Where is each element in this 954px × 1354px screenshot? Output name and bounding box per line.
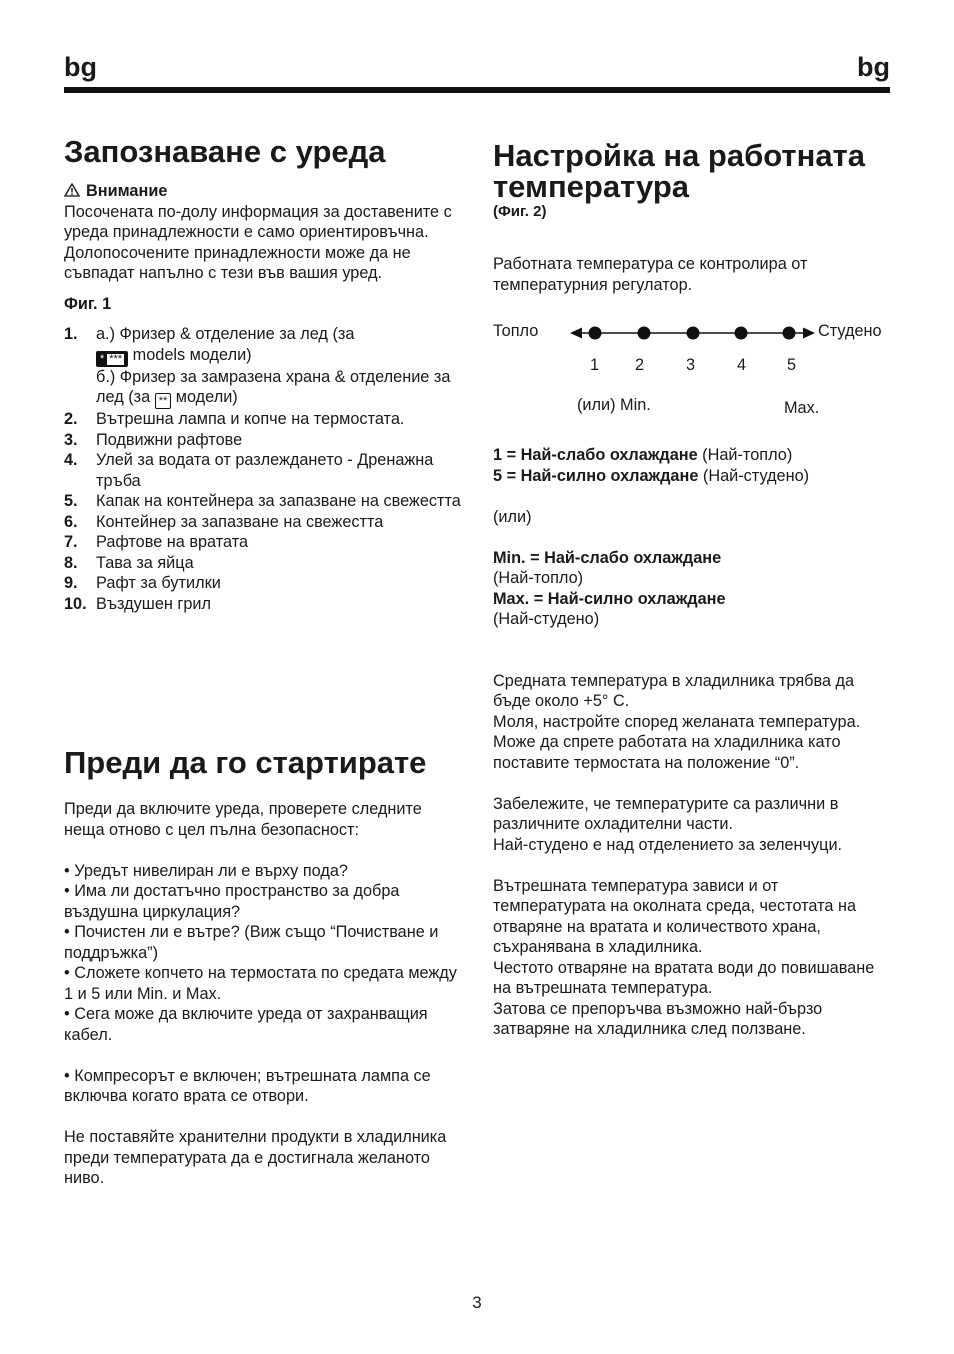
scale-label-max: Max. xyxy=(784,399,820,417)
warning-title: Внимание xyxy=(86,182,168,200)
arrow-right-icon xyxy=(803,328,815,339)
list-item: • Има ли достатъчно пространство за добра въздушна циркулация? xyxy=(64,882,400,921)
list-item: 4. Улей за водата от разлежданeто - Дренажна тръба xyxy=(64,451,434,490)
scale-number-5: 5 xyxy=(787,356,797,374)
thermostat-scale xyxy=(566,322,818,344)
paragraph-adjust: Моля, настройте според желаната температура. xyxy=(493,712,861,731)
scale-dot-4 xyxy=(735,327,748,340)
list-item: 3. Подвижни рафтове xyxy=(64,430,243,449)
scale-dot-5 xyxy=(783,327,796,340)
paragraph-door-opening: Честото отваряне на вратата води до повишаване на вътрешната температура. xyxy=(493,958,875,997)
section-appliance-overview xyxy=(64,136,464,614)
paragraph-average-temperature: Средната температура в хладилника трябва да бъде около +5° C. xyxy=(493,671,855,710)
paragraph-factors: Вътрешната температура зависи и от температурата на околната среда, честотата на отваряне на вратата и количеството храна, съхранявана в хладилника. xyxy=(493,876,857,956)
list-item: • Уредът нивелиран ли е върху пода? xyxy=(64,861,348,880)
temperature-legend xyxy=(493,445,893,1040)
scale-number-1: 1 xyxy=(590,356,600,374)
legend-setting-1: 1 = Най-слабо охлаждане (Най-топло) xyxy=(493,446,793,464)
section-title-before-start: Преди да го стартирате xyxy=(64,745,427,780)
list-item: 2. Вътрешна лампа и копче на термостата. xyxy=(64,410,405,428)
section-title-temperature: Настройка на работната температура xyxy=(493,138,865,204)
warning-triangle-icon xyxy=(64,183,80,197)
arrow-left-icon xyxy=(570,328,582,339)
list-item: 5. Капак на контейнера за запазване на свежестта xyxy=(64,492,461,510)
warning-heading xyxy=(64,181,464,202)
scale-dot-3 xyxy=(687,327,700,340)
language-code-right: bg xyxy=(857,52,890,82)
legend-setting-5: 5 = Най-силно охлаждане (Най-студено) xyxy=(493,466,810,485)
figure-1-label: Фиг. 1 xyxy=(64,294,112,313)
temperature-intro: Работната температура се контролира от температурния регулатор. xyxy=(493,255,808,294)
page-number: 3 xyxy=(472,1293,482,1312)
list-item: 1. а.) Фризер & отделение за лед (за * *** models модели) б.) Фризер за замразена храна & отделение за лед (за ** модели) xyxy=(64,325,451,407)
list-item: 6. Контейнер за запазване на свежестта xyxy=(64,512,384,531)
figure-2-label: (Фиг. 2) xyxy=(493,203,547,220)
legend-or: (или) xyxy=(493,507,532,526)
list-item: 9. Рафт за бутилки xyxy=(64,574,221,592)
paragraph-coldest: Най-студено е над отделението за зеленчуци. xyxy=(493,835,843,854)
legend-min-note: (Най-топло) xyxy=(493,569,584,587)
legend-max: Max. = Най-силно охлаждане xyxy=(493,589,726,608)
header-rule xyxy=(64,87,890,93)
scale-label-min: (или) Min. xyxy=(577,396,651,414)
section-title-appliance: Запознаване с уреда xyxy=(64,134,386,169)
list-item: • Сложете копчето на термостата по средата между 1 и 5 или Min. и Max. xyxy=(64,964,457,1003)
legend-max-note: (Най-студено) xyxy=(493,610,600,628)
scale-number-3: 3 xyxy=(686,356,696,374)
scale-label-warm: Топло xyxy=(493,322,539,340)
list-item: • Компресорът е включен; вътрешната лампа се включва когато врата се отвори. xyxy=(64,1066,431,1105)
checklist xyxy=(64,861,464,1046)
scale-dot-1 xyxy=(589,327,602,340)
section-temperature-setting xyxy=(493,140,893,295)
legend-min: Min. = Най-слабо охлаждане xyxy=(493,548,722,567)
warning-text: Посочената по-долу информация за доставените с уреда принадлежности е само ориентировъчна. Долопосочените принадлежности може да не съвпадат напълно с тези във вашия уред. xyxy=(64,202,452,282)
two-star-icon: ** xyxy=(155,393,172,409)
paragraph-zones: Забележите, че температурите са различни в различните охладителни части. xyxy=(493,794,839,833)
freezer-star-icon: * *** xyxy=(96,351,128,367)
accessories-list xyxy=(64,324,464,614)
scale-label-cold: Студено xyxy=(818,322,882,340)
list-item: 10. Въздушен грил xyxy=(64,594,212,613)
paragraph-stop: Може да спрете работата на хладилника като поставите термостата на положение “0”. xyxy=(493,733,841,772)
before-start-intro: Преди да включите уреда, проверете следните неща отново с цел пълна безопасност: xyxy=(64,800,422,839)
scale-number-2: 2 xyxy=(635,356,645,374)
section-before-start xyxy=(64,747,464,1189)
language-code-left: bg xyxy=(64,52,97,82)
list-item: • Почистен ли е вътре? (Виж също “Почистване и поддръжка”) xyxy=(64,923,439,962)
scale-dot-2 xyxy=(638,327,651,340)
list-item: 8. Тава за яйца xyxy=(64,553,194,572)
list-item: 7. Рафтове на вратата xyxy=(64,533,249,551)
before-start-closing: Не поставяйте хранителни продукти в хладилника преди температурата да е достигнала желаното ниво. xyxy=(64,1128,447,1187)
paragraph-recommendation: Затова се препоръчва възможно най-бързо затваряне на хладилника след ползване. xyxy=(493,999,823,1038)
scale-number-4: 4 xyxy=(737,356,747,374)
list-item: • Сега може да включите уреда от захранващия кабел. xyxy=(64,1005,428,1044)
